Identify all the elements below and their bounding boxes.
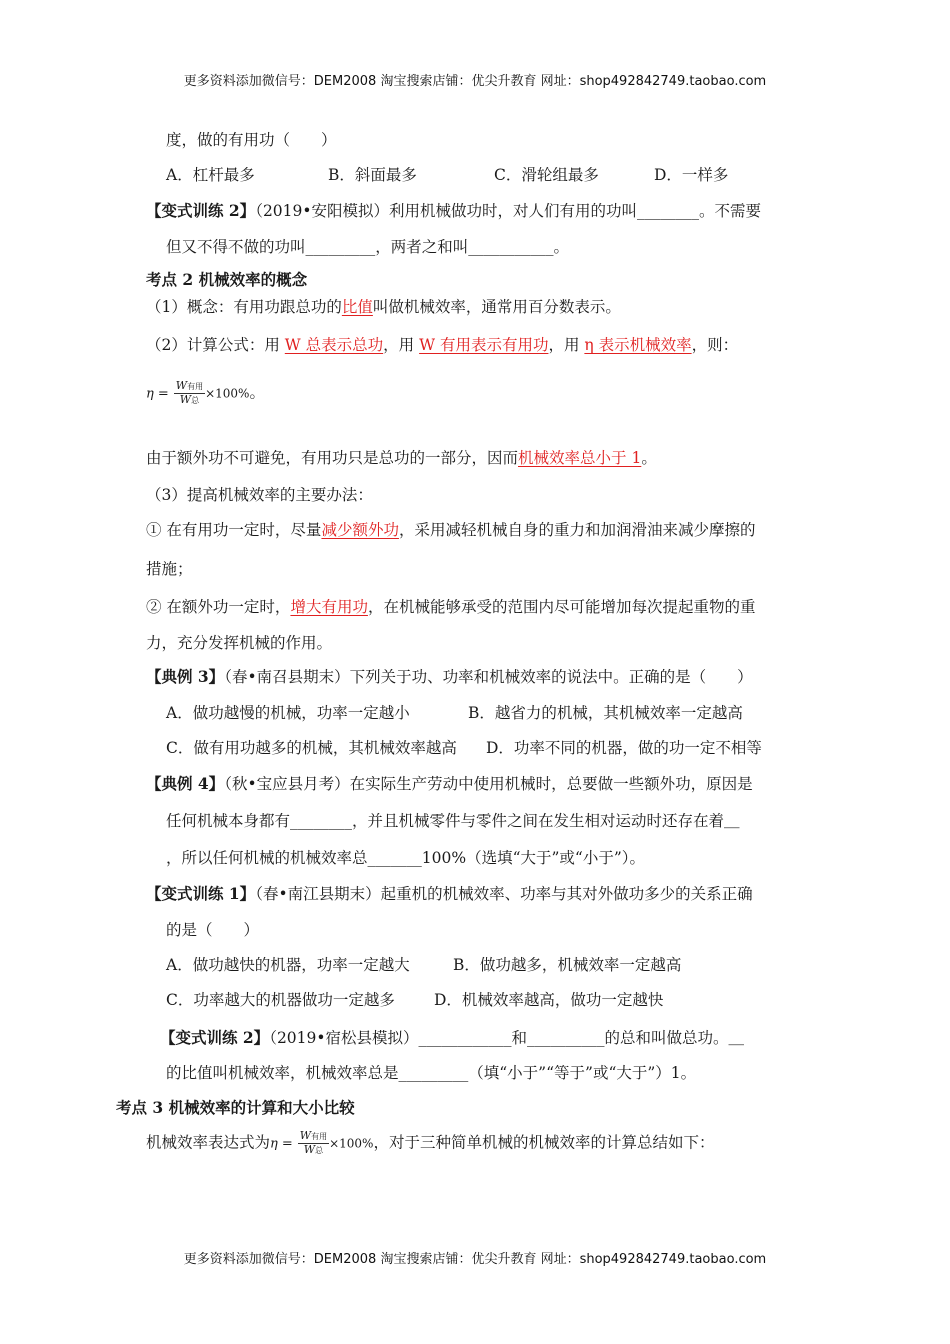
formula-fraction-2: $\frac{\text{W有用}}{\text{W总}}$ — [299, 1129, 328, 1156]
bianshi1-option-c: C．功率越大的机器做功一定越多 — [166, 991, 395, 1009]
kaodian2-p5-cont: 措施； — [146, 560, 193, 578]
dianli3-option-b: B．越省力的机械，其机械效率一定越高 — [468, 704, 743, 722]
bianshi1-line1: 【变式训练 1】（春•南江县期末）起重机的机械效率、功率与其对外做功多少的关系正确 — [146, 884, 753, 903]
dianli4-line1: 【典例 4】（秋•宝应县月考）在实际生产劳动中使用机械时，总要做一些额外功，原因是 — [146, 774, 753, 793]
kaodian2-p6: ② 在额外功一定时，增大有用功，在机械能够承受的范围内尽可能增加每次提起重物的重 — [146, 598, 756, 616]
bianshi1-label: 【变式训练 1】 — [146, 884, 256, 903]
page-footer: 更多资料添加微信号：DEM2008 淘宝搜索店铺：优尖升教育 网址：shop492842749.taobao.com — [183, 1252, 767, 1267]
bianshi2b-line2: 的比值叫机械效率，机械效率总是_________（填“小于”“等于”或“大于”）1。 — [166, 1064, 697, 1082]
bianshi1-options-cd — [166, 988, 663, 1010]
bianshi2a-line1: 【变式训练 2】（2019•安阳模拟）利用机械做功时，对人们有用的功叫________。不需要 — [146, 201, 762, 220]
dianli3-options-ab — [166, 701, 743, 723]
page-header: 更多资料添加微信号：DEM2008 淘宝搜索店铺：优尖升教育 网址：shop492842749.taobao.com — [183, 74, 767, 89]
dianli4-line3: ，所以任何机械的机械效率总_______100%（选填“大于”或“小于”）。 — [166, 849, 646, 867]
kaodian2-p5: ① 在有用功一定时，尽量减少额外功，采用减轻机械自身的重力和加润滑油来减少摩擦的 — [146, 521, 756, 539]
kaodian2-p1: （1）概念：有用功跟总功的比值叫做机械效率，通常用百分数表示。 — [146, 298, 621, 316]
efficiency-formula: η = $\frac{\text{W有用}}{\text{W总}}$ ×100%。 — [146, 379, 265, 406]
formula-fraction: $\frac{\text{W有用}}{\text{W总}}$ — [175, 379, 204, 406]
kaodian2-p6-cont: 力，充分发挥机械的作用。 — [146, 634, 333, 652]
kaodian2-p2: （2）计算公式：用 W 总表示总功，用 W 有用表示有用功，用 η 表示机械效率，则： — [146, 336, 739, 354]
option-c: C．滑轮组最多 — [494, 166, 599, 184]
bianshi2a-line2: 但又不得不做的功叫_________，两者之和叫___________。 — [166, 238, 570, 256]
kaodian3-p1: 机械效率表达式为η = $\frac{\text{W有用}}{\text{W总}}$ ×100%，对于三种简单机械的机械效率的计算总结如下： — [146, 1129, 715, 1156]
bianshi1-option-d: D．机械效率越高，做功一定越快 — [434, 991, 664, 1009]
bianshi2a-label: 【变式训练 2】 — [146, 201, 256, 220]
section-title-kaodian3: 考点 3 机械效率的计算和大小比较 — [116, 1098, 355, 1117]
bianshi1-line2: 的是（ ） — [166, 921, 260, 939]
kaodian2-p4: （3）提高机械效率的主要办法： — [146, 486, 373, 504]
question-tail: 度，做的有用功（ ） — [166, 131, 337, 149]
option-a: A．杠杆最多 — [166, 166, 255, 184]
dianli3-label: 【典例 3】 — [146, 667, 225, 686]
bianshi1-option-b: B．做功越多，机械效率一定越高 — [453, 956, 682, 974]
dianli4-label: 【典例 4】 — [146, 774, 225, 793]
dianli4-line2: 任何机械本身都有________，并且机械零件与零件之间在发生相对运动时还存在着＿ — [166, 812, 740, 830]
option-b: B．斜面最多 — [328, 166, 417, 184]
kaodian2-p3: 由于额外功不可避免，有用功只是总功的一部分，因而机械效率总小于 1。 — [146, 449, 657, 467]
bianshi1-option-a: A．做功越快的机器，功率一定越大 — [166, 956, 410, 974]
question-options — [166, 163, 728, 185]
dianli3-option-d: D．功率不同的机器，做的功一定不相等 — [486, 739, 762, 757]
bianshi2b-label: 【变式训练 2】 — [160, 1028, 270, 1047]
dianli3-option-c: C．做有用功越多的机械，其机械效率越高 — [166, 739, 457, 757]
option-d: D．一样多 — [654, 166, 729, 184]
dianli3-stem: 【典例 3】（春•南召县期末）下列关于功、功率和机械效率的说法中。正确的是（ ） — [146, 667, 753, 686]
section-title-kaodian2: 考点 2 机械效率的概念 — [146, 270, 308, 289]
bianshi1-options-ab — [166, 953, 681, 975]
bianshi2b-line1: 【变式训练 2】（2019•宿松县模拟）____________和__________的总和叫做总功。＿ — [160, 1028, 745, 1047]
dianli3-options-cd — [166, 736, 762, 758]
dianli3-option-a: A．做功越慢的机械，功率一定越小 — [166, 704, 410, 722]
